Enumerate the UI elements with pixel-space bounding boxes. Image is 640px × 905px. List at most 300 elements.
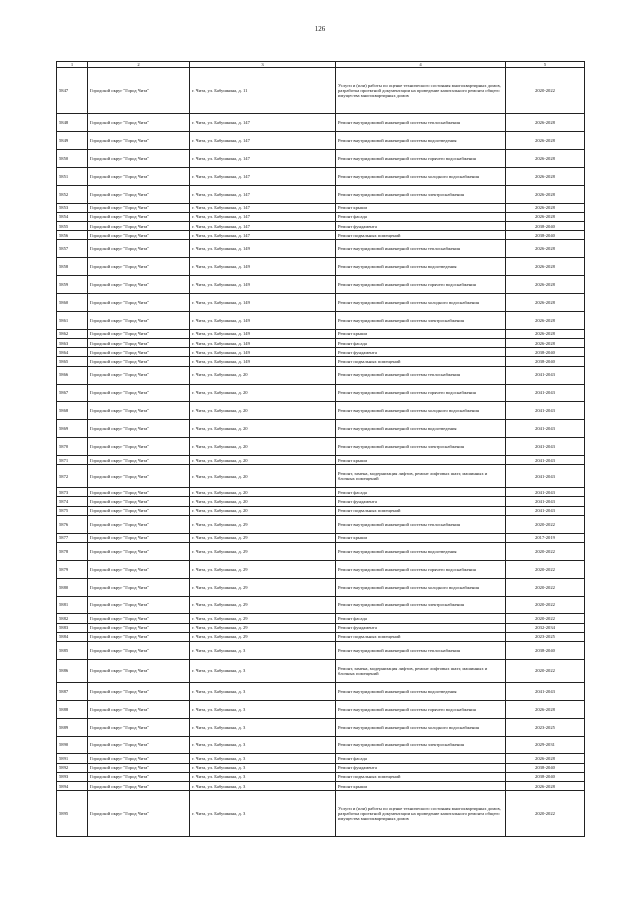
row-number-cell: 5888 xyxy=(57,700,88,718)
period-cell: 2023-2025 xyxy=(506,632,585,641)
column-number-2: 2 xyxy=(88,62,190,68)
municipality-cell: Городской округ "Город Чита" xyxy=(88,754,190,763)
work-type-cell: Ремонт фундамента xyxy=(336,348,506,357)
address-cell: г. Чита, ул. Бабушкина, д. 29 xyxy=(190,632,336,641)
work-type-cell: Ремонт внутридомовой инженерной системы теплоснабжения xyxy=(336,642,506,660)
work-type-cell: Ремонт крыши xyxy=(336,203,506,212)
table-row xyxy=(57,402,585,420)
period-cell: 2026-2028 xyxy=(506,212,585,221)
municipality-cell: Городской округ "Город Чита" xyxy=(88,357,190,366)
row-number-cell: 5860 xyxy=(57,294,88,312)
municipality-cell: Городской округ "Город Чита" xyxy=(88,659,190,682)
work-type-cell: Ремонт внутридомовой инженерной системы электроснабжения xyxy=(336,185,506,203)
table-row xyxy=(57,736,585,754)
row-number-cell: 5878 xyxy=(57,542,88,560)
table-row xyxy=(57,114,585,132)
period-cell: 2041-2043 xyxy=(506,402,585,420)
work-type-cell: Ремонт внутридомовой инженерной системы водоотведения xyxy=(336,542,506,560)
table-row xyxy=(57,294,585,312)
work-type-cell: Ремонт внутридомовой инженерной системы холодного водоснабжения xyxy=(336,578,506,596)
municipality-cell: Городской округ "Город Чита" xyxy=(88,791,190,837)
table-row xyxy=(57,456,585,465)
period-cell: 2038-2040 xyxy=(506,222,585,231)
period-cell: 2020-2022 xyxy=(506,560,585,578)
row-number-cell: 5851 xyxy=(57,167,88,185)
address-cell: г. Чита, ул. Бабушкина, д. 20 xyxy=(190,506,336,515)
work-type-cell: Ремонт внутридомовой инженерной системы теплоснабжения xyxy=(336,114,506,132)
work-type-cell: Услуги и (или) работы по оценке технического состояния многоквартирных домов, разработка проектной документации на проведение капитального ремонта общего имущества многоквартирных домов xyxy=(336,68,506,114)
address-cell: г. Чита, ул. Бабушкина, д. 147 xyxy=(190,203,336,212)
municipality-cell: Городской округ "Город Чита" xyxy=(88,488,190,497)
municipality-cell: Городской округ "Город Чита" xyxy=(88,329,190,338)
row-number-cell: 5880 xyxy=(57,578,88,596)
period-cell: 2038-2040 xyxy=(506,763,585,772)
municipality-cell: Городской округ "Город Чита" xyxy=(88,506,190,515)
table-row xyxy=(57,329,585,338)
municipality-cell: Городской округ "Город Чита" xyxy=(88,596,190,614)
address-cell: г. Чита, ул. Бабушкина, д. 20 xyxy=(190,366,336,384)
address-cell: г. Чита, ул. Бабушкина, д. 147 xyxy=(190,185,336,203)
table-row xyxy=(57,623,585,632)
address-cell: г. Чита, ул. Бабушкина, д. 147 xyxy=(190,149,336,167)
table-row xyxy=(57,357,585,366)
period-cell: 2038-2040 xyxy=(506,348,585,357)
municipality-cell: Городской округ "Город Чита" xyxy=(88,132,190,150)
period-cell: 2020-2022 xyxy=(506,542,585,560)
address-cell: г. Чита, ул. Бабушкина, д. 149 xyxy=(190,348,336,357)
row-number-cell: 5873 xyxy=(57,488,88,497)
column-number-1: 1 xyxy=(57,62,88,68)
address-cell: г. Чита, ул. Бабушкина, д. 3 xyxy=(190,754,336,763)
municipality-cell: Городской округ "Город Чита" xyxy=(88,185,190,203)
row-number-cell: 5853 xyxy=(57,203,88,212)
municipality-cell: Городской округ "Город Чита" xyxy=(88,700,190,718)
address-cell: г. Чита, ул. Бабушкина, д. 20 xyxy=(190,488,336,497)
work-type-cell: Ремонт внутридомовой инженерной системы теплоснабжения xyxy=(336,240,506,258)
municipality-cell: Городской округ "Город Чита" xyxy=(88,348,190,357)
municipality-cell: Городской округ "Город Чита" xyxy=(88,384,190,402)
table-row xyxy=(57,791,585,837)
table-row xyxy=(57,240,585,258)
municipality-cell: Городской округ "Город Чита" xyxy=(88,614,190,623)
period-cell: 2020-2022 xyxy=(506,515,585,533)
row-number-cell: 5858 xyxy=(57,258,88,276)
period-cell: 2029-2031 xyxy=(506,736,585,754)
row-number-cell: 5887 xyxy=(57,682,88,700)
table-body xyxy=(57,62,585,837)
row-number-cell: 5866 xyxy=(57,366,88,384)
work-type-cell: Ремонт внутридомовой инженерной системы холодного водоснабжения xyxy=(336,402,506,420)
column-number-3: 3 xyxy=(190,62,336,68)
period-cell: 2041-2043 xyxy=(506,488,585,497)
work-type-cell: Ремонт внутридомовой инженерной системы горячего водоснабжения xyxy=(336,700,506,718)
period-cell: 2020-2022 xyxy=(506,578,585,596)
address-cell: г. Чита, ул. Бабушкина, д. 147 xyxy=(190,231,336,240)
row-number-cell: 5883 xyxy=(57,623,88,632)
table-row xyxy=(57,212,585,221)
row-number-cell: 5870 xyxy=(57,438,88,456)
address-cell: г. Чита, ул. Бабушкина, д. 20 xyxy=(190,402,336,420)
row-number-cell: 5847 xyxy=(57,68,88,114)
work-type-cell: Ремонт крыши xyxy=(336,533,506,542)
period-cell: 2041-2043 xyxy=(506,506,585,515)
municipality-cell: Городской округ "Город Чита" xyxy=(88,339,190,348)
address-cell: г. Чита, ул. Бабушкина, д. 3 xyxy=(190,659,336,682)
address-cell: г. Чита, ул. Бабушкина, д. 3 xyxy=(190,642,336,660)
table-row xyxy=(57,596,585,614)
table-row xyxy=(57,754,585,763)
work-type-cell: Ремонт внутридомовой инженерной системы теплоснабжения xyxy=(336,366,506,384)
period-cell: 2038-2040 xyxy=(506,642,585,660)
work-type-cell: Ремонт внутридомовой инженерной системы горячего водоснабжения xyxy=(336,560,506,578)
period-cell: 2026-2028 xyxy=(506,185,585,203)
table-row xyxy=(57,782,585,791)
table-row xyxy=(57,560,585,578)
row-number-cell: 5881 xyxy=(57,596,88,614)
period-cell: 2020-2022 xyxy=(506,596,585,614)
work-type-cell: Ремонт фасада xyxy=(336,488,506,497)
period-cell: 2041-2043 xyxy=(506,465,585,488)
table-row xyxy=(57,614,585,623)
row-number-cell: 5877 xyxy=(57,533,88,542)
table-row xyxy=(57,533,585,542)
municipality-cell: Городской округ "Город Чита" xyxy=(88,231,190,240)
municipality-cell: Городской округ "Город Чита" xyxy=(88,149,190,167)
municipality-cell: Городской округ "Город Чита" xyxy=(88,736,190,754)
address-cell: г. Чита, ул. Бабушкина, д. 29 xyxy=(190,533,336,542)
municipality-cell: Городской округ "Город Чита" xyxy=(88,718,190,736)
work-type-cell: Ремонт внутридомовой инженерной системы теплоснабжения xyxy=(336,515,506,533)
table-row xyxy=(57,718,585,736)
row-number-cell: 5848 xyxy=(57,114,88,132)
address-cell: г. Чита, ул. Бабушкина, д. 147 xyxy=(190,167,336,185)
period-cell: 2026-2028 xyxy=(506,329,585,338)
period-cell: 2038-2040 xyxy=(506,357,585,366)
municipality-cell: Городской округ "Город Чита" xyxy=(88,114,190,132)
address-cell: г. Чита, ул. Бабушкина, д. 20 xyxy=(190,420,336,438)
work-type-cell: Ремонт крыши xyxy=(336,456,506,465)
row-number-cell: 5859 xyxy=(57,276,88,294)
period-cell: 2026-2028 xyxy=(506,294,585,312)
municipality-cell: Городской округ "Город Чита" xyxy=(88,167,190,185)
row-number-cell: 5869 xyxy=(57,420,88,438)
table-row xyxy=(57,497,585,506)
table-row xyxy=(57,185,585,203)
address-cell: г. Чита, ул. Бабушкина, д. 149 xyxy=(190,276,336,294)
work-type-cell: Ремонт подвальных помещений xyxy=(336,357,506,366)
address-cell: г. Чита, ул. Бабушкина, д. 149 xyxy=(190,240,336,258)
table-row xyxy=(57,632,585,641)
address-cell: г. Чита, ул. Бабушкина, д. 149 xyxy=(190,294,336,312)
table-row xyxy=(57,68,585,114)
work-type-cell: Ремонт фасада xyxy=(336,754,506,763)
address-cell: г. Чита, ул. Бабушкина, д. 3 xyxy=(190,791,336,837)
table-row xyxy=(57,465,585,488)
address-cell: г. Чита, ул. Бабушкина, д. 20 xyxy=(190,384,336,402)
address-cell: г. Чита, ул. Бабушкина, д. 149 xyxy=(190,329,336,338)
work-type-cell: Ремонт фасада xyxy=(336,212,506,221)
table-row xyxy=(57,542,585,560)
period-cell: 2026-2028 xyxy=(506,132,585,150)
address-cell: г. Чита, ул. Бабушкина, д. 20 xyxy=(190,465,336,488)
row-number-cell: 5893 xyxy=(57,772,88,781)
work-type-cell: Ремонт фундамента xyxy=(336,623,506,632)
address-cell: г. Чита, ул. Бабушкина, д. 20 xyxy=(190,456,336,465)
table-row xyxy=(57,659,585,682)
row-number-cell: 5857 xyxy=(57,240,88,258)
work-type-cell: Ремонт внутридомовой инженерной системы водоотведения xyxy=(336,682,506,700)
municipality-cell: Городской округ "Город Чита" xyxy=(88,682,190,700)
row-number-cell: 5865 xyxy=(57,357,88,366)
address-cell: г. Чита, ул. Бабушкина, д. 29 xyxy=(190,515,336,533)
municipality-cell: Городской округ "Город Чита" xyxy=(88,203,190,212)
period-cell: 2026-2028 xyxy=(506,149,585,167)
period-cell: 2020-2022 xyxy=(506,659,585,682)
address-cell: г. Чита, ул. Бабушкина, д. 29 xyxy=(190,614,336,623)
work-type-cell: Ремонт фасада xyxy=(336,614,506,623)
work-type-cell: Ремонт внутридомовой инженерной системы водоотведения xyxy=(336,132,506,150)
row-number-cell: 5862 xyxy=(57,329,88,338)
period-cell: 2026-2028 xyxy=(506,114,585,132)
address-cell: г. Чита, ул. Бабушкина, д. 20 xyxy=(190,497,336,506)
period-cell: 2041-2043 xyxy=(506,456,585,465)
row-number-cell: 5871 xyxy=(57,456,88,465)
address-cell: г. Чита, ул. Бабушкина, д. 3 xyxy=(190,782,336,791)
address-cell: г. Чита, ул. Бабушкина, д. 147 xyxy=(190,132,336,150)
work-type-cell: Ремонт, замена, модернизация лифтов, ремонт лифтовых шахт, машинных и блочных помещений xyxy=(336,659,506,682)
row-number-cell: 5855 xyxy=(57,222,88,231)
row-number-cell: 5879 xyxy=(57,560,88,578)
table-row xyxy=(57,763,585,772)
row-number-cell: 5885 xyxy=(57,642,88,660)
period-cell: 2020-2022 xyxy=(506,614,585,623)
period-cell: 2023-2025 xyxy=(506,718,585,736)
table-row xyxy=(57,167,585,185)
row-number-cell: 5861 xyxy=(57,311,88,329)
row-number-cell: 5863 xyxy=(57,339,88,348)
work-type-cell: Ремонт крыши xyxy=(336,782,506,791)
row-number-cell: 5889 xyxy=(57,718,88,736)
work-type-cell: Ремонт внутридомовой инженерной системы холодного водоснабжения xyxy=(336,167,506,185)
row-number-cell: 5894 xyxy=(57,782,88,791)
row-number-cell: 5892 xyxy=(57,763,88,772)
table-row xyxy=(57,348,585,357)
address-cell: г. Чита, ул. Бабушкина, д. 147 xyxy=(190,114,336,132)
municipality-cell: Городской округ "Город Чита" xyxy=(88,632,190,641)
period-cell: 2026-2028 xyxy=(506,258,585,276)
municipality-cell: Городской округ "Город Чита" xyxy=(88,402,190,420)
municipality-cell: Городской округ "Город Чита" xyxy=(88,763,190,772)
period-cell: 2026-2028 xyxy=(506,203,585,212)
column-number-5: 5 xyxy=(506,62,585,68)
municipality-cell: Городской округ "Город Чита" xyxy=(88,533,190,542)
work-type-cell: Ремонт, замена, модернизация лифтов, ремонт лифтовых шахт, машинных и блочных помещений xyxy=(336,465,506,488)
row-number-cell: 5875 xyxy=(57,506,88,515)
address-cell: г. Чита, ул. Бабушкина, д. 149 xyxy=(190,339,336,348)
work-type-cell: Ремонт внутридомовой инженерной системы горячего водоснабжения xyxy=(336,149,506,167)
table-row xyxy=(57,203,585,212)
work-type-cell: Ремонт фундамента xyxy=(336,222,506,231)
address-cell: г. Чита, ул. Бабушкина, д. 149 xyxy=(190,311,336,329)
address-cell: г. Чита, ул. Бабушкина, д. 3 xyxy=(190,772,336,781)
table-row xyxy=(57,384,585,402)
municipality-cell: Городской округ "Город Чита" xyxy=(88,438,190,456)
period-cell: 2026-2028 xyxy=(506,754,585,763)
row-number-cell: 5849 xyxy=(57,132,88,150)
municipality-cell: Городской округ "Город Чита" xyxy=(88,276,190,294)
municipality-cell: Городской округ "Город Чита" xyxy=(88,420,190,438)
address-cell: г. Чита, ул. Бабушкина, д. 29 xyxy=(190,578,336,596)
municipality-cell: Городской округ "Город Чита" xyxy=(88,560,190,578)
row-number-cell: 5867 xyxy=(57,384,88,402)
row-number-cell: 5854 xyxy=(57,212,88,221)
row-number-cell: 5850 xyxy=(57,149,88,167)
period-cell: 2041-2043 xyxy=(506,384,585,402)
period-cell: 2041-2043 xyxy=(506,366,585,384)
address-cell: г. Чита, ул. Бабушкина, д. 147 xyxy=(190,222,336,231)
work-type-cell: Ремонт внутридомовой инженерной системы электроснабжения xyxy=(336,311,506,329)
work-type-cell: Ремонт внутридомовой инженерной системы электроснабжения xyxy=(336,438,506,456)
work-type-cell: Ремонт подвальных помещений xyxy=(336,231,506,240)
period-cell: 2020-2022 xyxy=(506,791,585,837)
period-cell: 2041-2043 xyxy=(506,420,585,438)
municipality-cell: Городской округ "Город Чита" xyxy=(88,212,190,221)
work-type-cell: Ремонт фасада xyxy=(336,339,506,348)
work-type-cell: Ремонт фундамента xyxy=(336,497,506,506)
municipality-cell: Городской округ "Город Чита" xyxy=(88,68,190,114)
table-row xyxy=(57,420,585,438)
municipality-cell: Городской округ "Город Чита" xyxy=(88,294,190,312)
municipality-cell: Городской округ "Город Чита" xyxy=(88,258,190,276)
address-cell: г. Чита, ул. Бабушкина, д. 149 xyxy=(190,357,336,366)
municipality-cell: Городской округ "Город Чита" xyxy=(88,515,190,533)
municipality-cell: Городской округ "Город Чита" xyxy=(88,311,190,329)
table-row xyxy=(57,700,585,718)
municipality-cell: Городской округ "Город Чита" xyxy=(88,542,190,560)
page-number: 126 xyxy=(314,25,326,33)
address-cell: г. Чита, ул. Бабушкина, д. 3 xyxy=(190,682,336,700)
work-type-cell: Ремонт внутридомовой инженерной системы водоотведения xyxy=(336,420,506,438)
address-cell: г. Чита, ул. Бабушкина, д. 29 xyxy=(190,623,336,632)
period-cell: 2026-2028 xyxy=(506,700,585,718)
period-cell: 2026-2028 xyxy=(506,240,585,258)
table-row xyxy=(57,132,585,150)
period-cell: 2026-2028 xyxy=(506,782,585,791)
period-cell: 2017-2019 xyxy=(506,533,585,542)
period-cell: 2020-2022 xyxy=(506,68,585,114)
table-row xyxy=(57,231,585,240)
work-type-cell: Ремонт подвальных помещений xyxy=(336,772,506,781)
municipality-cell: Городской округ "Город Чита" xyxy=(88,642,190,660)
address-cell: г. Чита, ул. Бабушкина, д. 3 xyxy=(190,736,336,754)
table-row xyxy=(57,772,585,781)
period-cell: 2026-2028 xyxy=(506,167,585,185)
period-cell: 2041-2043 xyxy=(506,438,585,456)
address-cell: г. Чита, ул. Бабушкина, д. 3 xyxy=(190,700,336,718)
row-number-cell: 5886 xyxy=(57,659,88,682)
municipality-cell: Городской округ "Город Чита" xyxy=(88,578,190,596)
municipality-cell: Городской округ "Город Чита" xyxy=(88,772,190,781)
row-number-cell: 5868 xyxy=(57,402,88,420)
table-row xyxy=(57,276,585,294)
municipality-cell: Городской округ "Город Чита" xyxy=(88,782,190,791)
row-number-cell: 5884 xyxy=(57,632,88,641)
address-cell: г. Чита, ул. Бабушкина, д. 20 xyxy=(190,438,336,456)
work-type-cell: Ремонт внутридомовой инженерной системы электроснабжения xyxy=(336,596,506,614)
table-row xyxy=(57,506,585,515)
row-number-cell: 5876 xyxy=(57,515,88,533)
column-number-4: 4 xyxy=(336,62,506,68)
municipality-cell: Городской округ "Город Чита" xyxy=(88,456,190,465)
table-row xyxy=(57,515,585,533)
work-type-cell: Ремонт внутридомовой инженерной системы горячего водоснабжения xyxy=(336,384,506,402)
period-cell: 2026-2028 xyxy=(506,339,585,348)
table-row xyxy=(57,258,585,276)
period-cell: 2026-2028 xyxy=(506,311,585,329)
work-type-cell: Ремонт внутридомовой инженерной системы электроснабжения xyxy=(336,736,506,754)
address-cell: г. Чита, ул. Бабушкина, д. 29 xyxy=(190,542,336,560)
period-cell: 2026-2028 xyxy=(506,276,585,294)
table-row xyxy=(57,311,585,329)
period-cell: 2041-2043 xyxy=(506,497,585,506)
address-cell: г. Чита, ул. Бабушкина, д. 3 xyxy=(190,718,336,736)
row-number-cell: 5856 xyxy=(57,231,88,240)
period-cell: 2038-2040 xyxy=(506,772,585,781)
row-number-cell: 5864 xyxy=(57,348,88,357)
row-number-cell: 5890 xyxy=(57,736,88,754)
row-number-cell: 5882 xyxy=(57,614,88,623)
table-row xyxy=(57,339,585,348)
address-cell: г. Чита, ул. Бабушкина, д. 29 xyxy=(190,560,336,578)
work-type-cell: Услуги и (или) работы по оценке технического состояния многоквартирных домов, разработка проектной документации на проведение капитального ремонта общего имущества многоквартирных домов xyxy=(336,791,506,837)
address-cell: г. Чита, ул. Бабушкина, д. 11 xyxy=(190,68,336,114)
row-number-cell: 5872 xyxy=(57,465,88,488)
period-cell: 2032-2034 xyxy=(506,623,585,632)
municipality-cell: Городской округ "Город Чита" xyxy=(88,465,190,488)
address-cell: г. Чита, ул. Бабушкина, д. 147 xyxy=(190,212,336,221)
address-cell: г. Чита, ул. Бабушкина, д. 3 xyxy=(190,763,336,772)
row-number-cell: 5895 xyxy=(57,791,88,837)
work-type-cell: Ремонт фундамента xyxy=(336,763,506,772)
period-cell: 2038-2040 xyxy=(506,231,585,240)
address-cell: г. Чита, ул. Бабушкина, д. 149 xyxy=(190,258,336,276)
repair-schedule-table xyxy=(56,61,585,837)
table-row xyxy=(57,682,585,700)
row-number-cell: 5852 xyxy=(57,185,88,203)
period-cell: 2041-2043 xyxy=(506,682,585,700)
municipality-cell: Городской округ "Город Чита" xyxy=(88,623,190,632)
table-row xyxy=(57,222,585,231)
work-type-cell: Ремонт подвальных помещений xyxy=(336,632,506,641)
table-row xyxy=(57,488,585,497)
table-row xyxy=(57,149,585,167)
table-row xyxy=(57,578,585,596)
work-type-cell: Ремонт внутридомовой инженерной системы горячего водоснабжения xyxy=(336,276,506,294)
table-row xyxy=(57,642,585,660)
work-type-cell: Ремонт подвальных помещений xyxy=(336,506,506,515)
work-type-cell: Ремонт внутридомовой инженерной системы холодного водоснабжения xyxy=(336,294,506,312)
address-cell: г. Чита, ул. Бабушкина, д. 29 xyxy=(190,596,336,614)
work-type-cell: Ремонт внутридомовой инженерной системы водоотведения xyxy=(336,258,506,276)
row-number-cell: 5891 xyxy=(57,754,88,763)
municipality-cell: Городской округ "Город Чита" xyxy=(88,366,190,384)
municipality-cell: Городской округ "Город Чита" xyxy=(88,240,190,258)
row-number-cell: 5874 xyxy=(57,497,88,506)
municipality-cell: Городской округ "Город Чита" xyxy=(88,222,190,231)
table-row xyxy=(57,366,585,384)
municipality-cell: Городской округ "Город Чита" xyxy=(88,497,190,506)
work-type-cell: Ремонт внутридомовой инженерной системы холодного водоснабжения xyxy=(336,718,506,736)
